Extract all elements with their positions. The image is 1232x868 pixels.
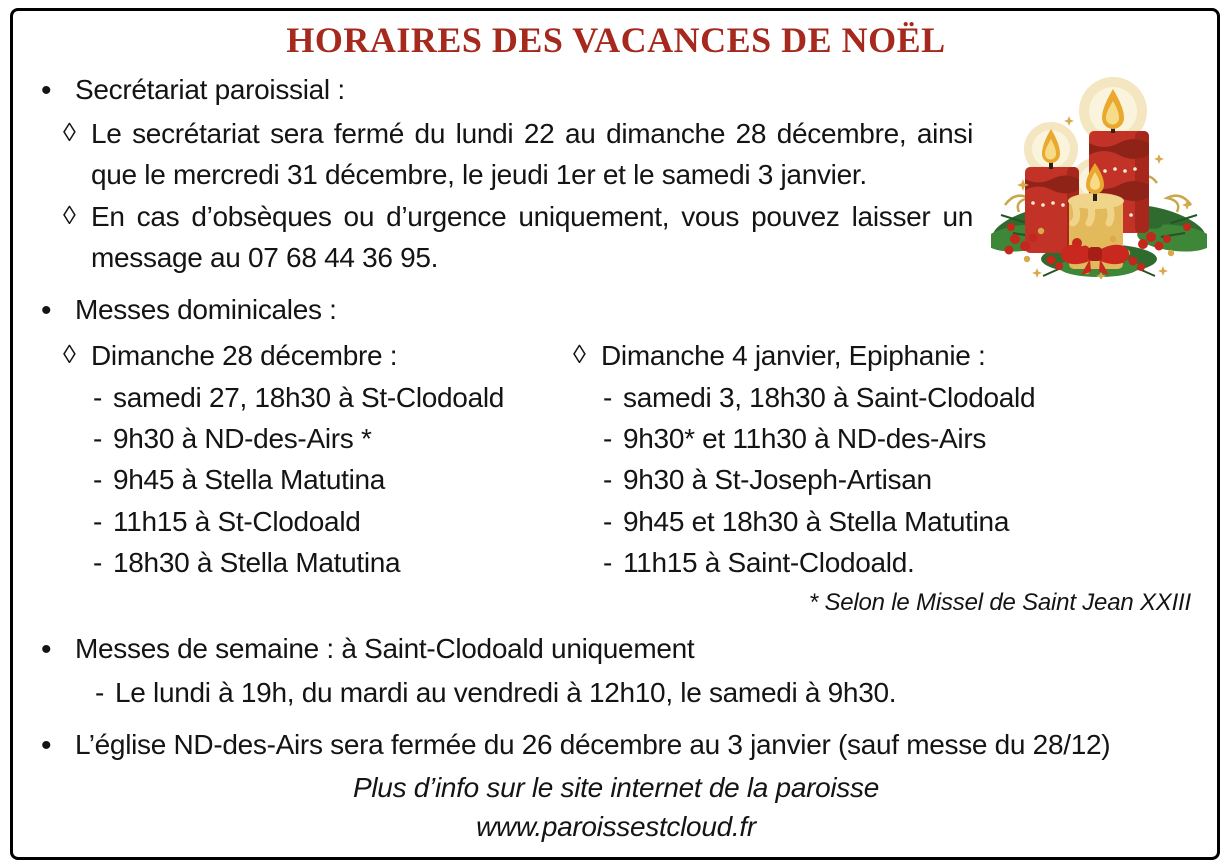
diamond-marker: ◊ [63,339,76,370]
dominicales-heading: Messes dominicales : [75,293,337,325]
mass-item-text: 11h15 à Saint-Clodoald. [623,547,915,579]
mass-item-text: 9h45 à Stella Matutina [113,464,386,496]
mass-item [603,377,1195,418]
mass-item [93,377,573,418]
mass-list [603,377,1195,584]
mass-item [93,542,573,583]
mass-item [603,501,1195,542]
bullet-marker: • [41,293,52,327]
dominicales-heading-row [37,289,1195,333]
dash-marker: - [603,464,613,496]
mass-item [93,418,573,459]
subheading-row [63,335,573,376]
bullet-marker: • [41,728,52,762]
semaine-heading-row [37,628,1195,672]
secretariat-item-text: En cas d’obsèques ou d’urgence uniquement, vous pouvez laisser un message au 07 68 44 36 95. [91,200,973,274]
mass-item-text: 9h30 à ND-des-Airs * [113,423,372,454]
diamond-marker: ◊ [63,116,76,147]
dash-marker: - [603,505,613,537]
page-title: HORAIRES DES VACANCES DE NOËL [286,20,946,60]
subheading-row [573,335,1195,376]
column-subheading: Dimanche 28 décembre : [91,340,398,372]
secretariat-item-text: Le secrétariat sera fermé du lundi 22 au dimanche 28 décembre, ainsi que le mercredi 31 décembre, le jeudi 1er et le samedi 3 janvier. [91,117,973,191]
dash-marker: - [93,381,103,413]
section-messes-semaine [37,628,1195,714]
mass-item [603,418,1195,459]
secretariat-heading: Secrétariat paroissial : [75,73,345,105]
mass-list [93,377,573,584]
dash-marker: - [603,381,613,413]
website-url: www.paroissestcloud.fr [476,811,756,843]
bullet-marker: • [41,632,52,666]
dash-marker: - [93,505,103,537]
footer-info-line: Plus d’info sur le site internet de la paroisse [353,771,879,803]
mass-item-text: samedi 3, 18h30 à Saint-Clodoald [623,381,1036,413]
dash-marker: - [93,423,103,454]
mass-item [93,459,573,500]
mass-item [603,542,1195,583]
semaine-detail: Le lundi à 19h, du mardi au vendredi à 12h10, le samedi à 9h30. [115,677,897,709]
diamond-marker: ◊ [573,339,586,370]
mass-item-text: 9h30 à St-Joseph-Artisan [623,464,932,496]
mass-item-text: 9h30* et 11h30 à ND-des-Airs [623,423,987,454]
mass-item [603,459,1195,500]
dash-marker: - [93,547,103,579]
section-eglise-fermee [37,724,1195,768]
semaine-heading: Messes de semaine : à Saint-Clodoald uniquement [75,632,695,664]
column-dimanche-28 [63,335,573,584]
secretariat-heading-row [37,69,973,113]
mass-item-text: 9h45 et 18h30 à Stella Matutina [623,505,1010,537]
missel-footnote: * Selon le Missel de Saint Jean XXIII [808,588,1191,616]
dash-marker: - [603,423,613,454]
section-messes-dominicales [37,289,1195,618]
dash-marker: - [95,677,105,709]
christmas-candles-illustration [991,63,1207,279]
mass-item-text: samedi 27, 18h30 à St-Clodoald [113,381,505,413]
semaine-detail-row [95,672,1195,713]
dash-marker: - [93,464,103,496]
secretariat-item-emergency [63,196,973,279]
column-subheading: Dimanche 4 janvier, Epiphanie : [601,340,986,372]
mass-item [93,501,573,542]
column-dimanche-4 [573,335,1195,584]
eglise-text: L’église ND-des-Airs sera fermée du 26 décembre au 3 janvier (sauf messe du 28/12) [75,728,1111,760]
dash-marker: - [603,547,613,579]
diamond-marker: ◊ [63,199,76,230]
mass-item-text: 18h30 à Stella Matutina [113,547,401,579]
secretariat-item-closed-dates [63,113,973,196]
bullet-marker: • [41,73,52,107]
mass-item-text: 11h15 à St-Clodoald [113,505,361,537]
eglise-row [37,724,1195,768]
notice-sheet [10,8,1220,860]
dominicales-columns [63,335,1195,584]
